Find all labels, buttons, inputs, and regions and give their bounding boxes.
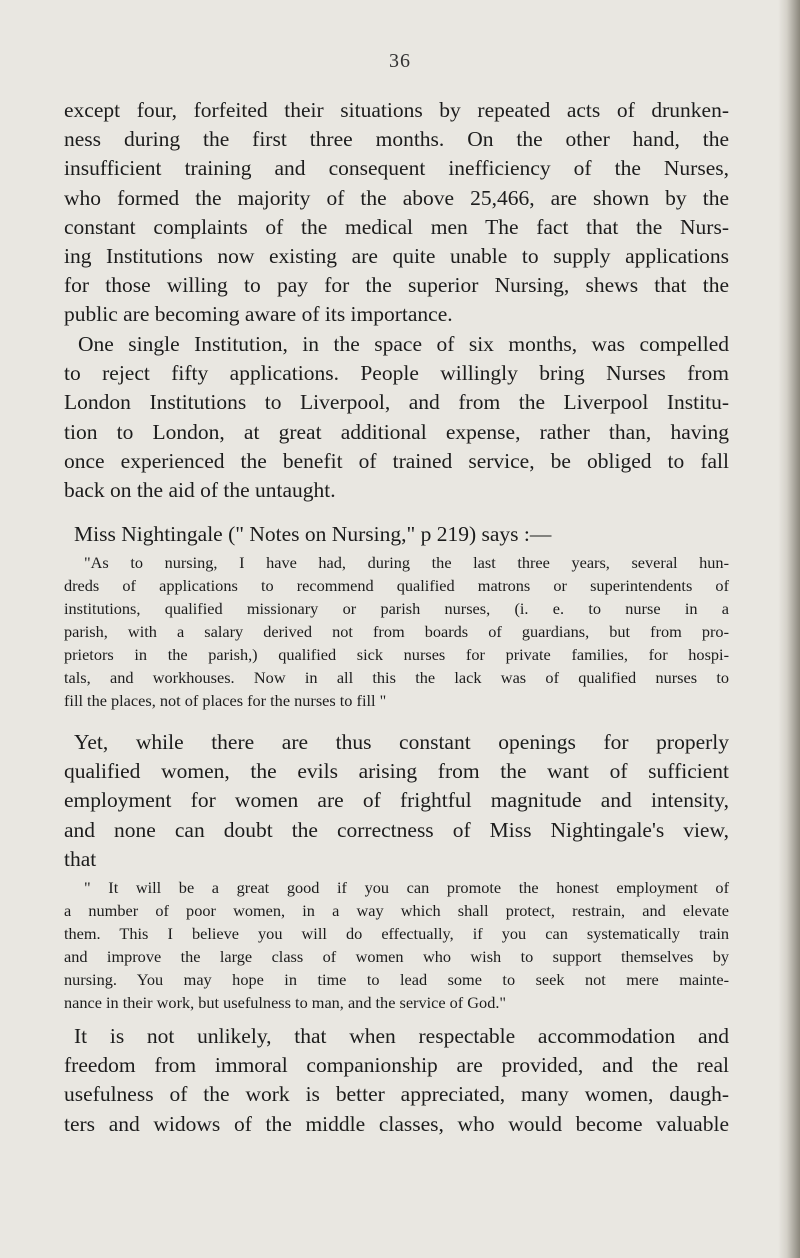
- text-line: employment for women are of frightful magnitude and intensity,: [64, 788, 729, 813]
- paragraph-2: [64, 330, 729, 505]
- text-line: ters and widows of the middle classes, who would become valuable: [64, 1111, 729, 1136]
- paragraph-4: [64, 728, 729, 874]
- paragraph-1: [64, 96, 729, 330]
- text-line: institutions, qualified missionary or parish nurses, (i. e. to nurse in a: [64, 599, 729, 618]
- text-line: "As to nursing, I have had, during the last three years, several hun-: [84, 553, 729, 572]
- text-line: dreds of applications to recommend qualified matrons or superintendents of: [64, 576, 729, 595]
- text-line: back on the aid of the untaught.: [64, 478, 336, 503]
- text-line: and improve the large class of women who wish to support themselves by: [64, 947, 729, 966]
- paragraph-3: [64, 520, 729, 549]
- text-line: public are becoming aware of its importance.: [64, 302, 453, 327]
- text-line: nursing. You may hope in time to lead some to seek not mere mainte-: [64, 970, 729, 989]
- text-line: once experienced the benefit of trained service, be obliged to fall: [64, 448, 729, 473]
- text-line: who formed the majority of the above 25,466, are shown by the: [64, 185, 729, 210]
- text-line: parish, with a salary derived not from boards of guardians, but from pro-: [64, 622, 729, 641]
- text-line: them. This I believe you will do effectually, if you can systematically train: [64, 924, 729, 943]
- text-line: prietors in the parish,) qualified sick nurses for private families, for hospi-: [64, 645, 729, 664]
- quote-1: [64, 551, 729, 712]
- text-line: nance in their work, but usefulness to man, and the service of God.": [64, 993, 507, 1012]
- text-line: One single Institution, in the space of six months, was compelled: [78, 332, 729, 356]
- page-number: 36: [389, 50, 411, 72]
- text-line: insufficient training and consequent inefficiency of the Nurses,: [64, 156, 729, 181]
- text-line: Miss Nightingale (" Notes on Nursing," p 219) says :—: [74, 522, 552, 546]
- text-line: ness during the first three months. On the other hand, the: [64, 127, 729, 152]
- text-line: It is not unlikely, that when respectable accommodation and: [74, 1024, 729, 1048]
- text-line: and none can doubt the correctness of Miss Nightingale's view,: [64, 817, 729, 842]
- quote-2: [64, 876, 729, 1014]
- text-line: except four, forfeited their situations by repeated acts of drunken-: [64, 98, 729, 122]
- page-edge-shadow: [778, 0, 800, 1258]
- text-line: Yet, while there are thus constant openings for properly: [74, 730, 729, 754]
- text-line: constant complaints of the medical men The fact that the Nurs-: [64, 214, 729, 239]
- text-line: freedom from immoral companionship are provided, and the real: [64, 1053, 729, 1078]
- text-line: qualified women, the evils arising from the want of sufficient: [64, 759, 729, 784]
- text-line: that: [64, 846, 97, 871]
- text-line: to reject fifty applications. People willingly bring Nurses from: [64, 361, 729, 386]
- text-line: fill the places, not of places for the nurses to fill ": [64, 691, 387, 710]
- text-line: London Institutions to Liverpool, and from the Liverpool Institu-: [64, 390, 729, 415]
- text-line: tals, and workhouses. Now in all this the lack was of qualified nurses to: [64, 668, 729, 687]
- text-line: for those willing to pay for the superior Nursing, shews that the: [64, 273, 729, 298]
- text-line: a number of poor women, in a way which shall protect, restrain, and elevate: [64, 901, 729, 920]
- paragraph-5: [64, 1022, 729, 1139]
- text-line: " It will be a great good if you can promote the honest employment of: [84, 878, 729, 897]
- text-line: ing Institutions now existing are quite unable to supply applications: [64, 244, 729, 269]
- text-line: usefulness of the work is better appreciated, many women, daugh-: [64, 1082, 729, 1107]
- text-line: tion to London, at great additional expense, rather than, having: [64, 419, 729, 444]
